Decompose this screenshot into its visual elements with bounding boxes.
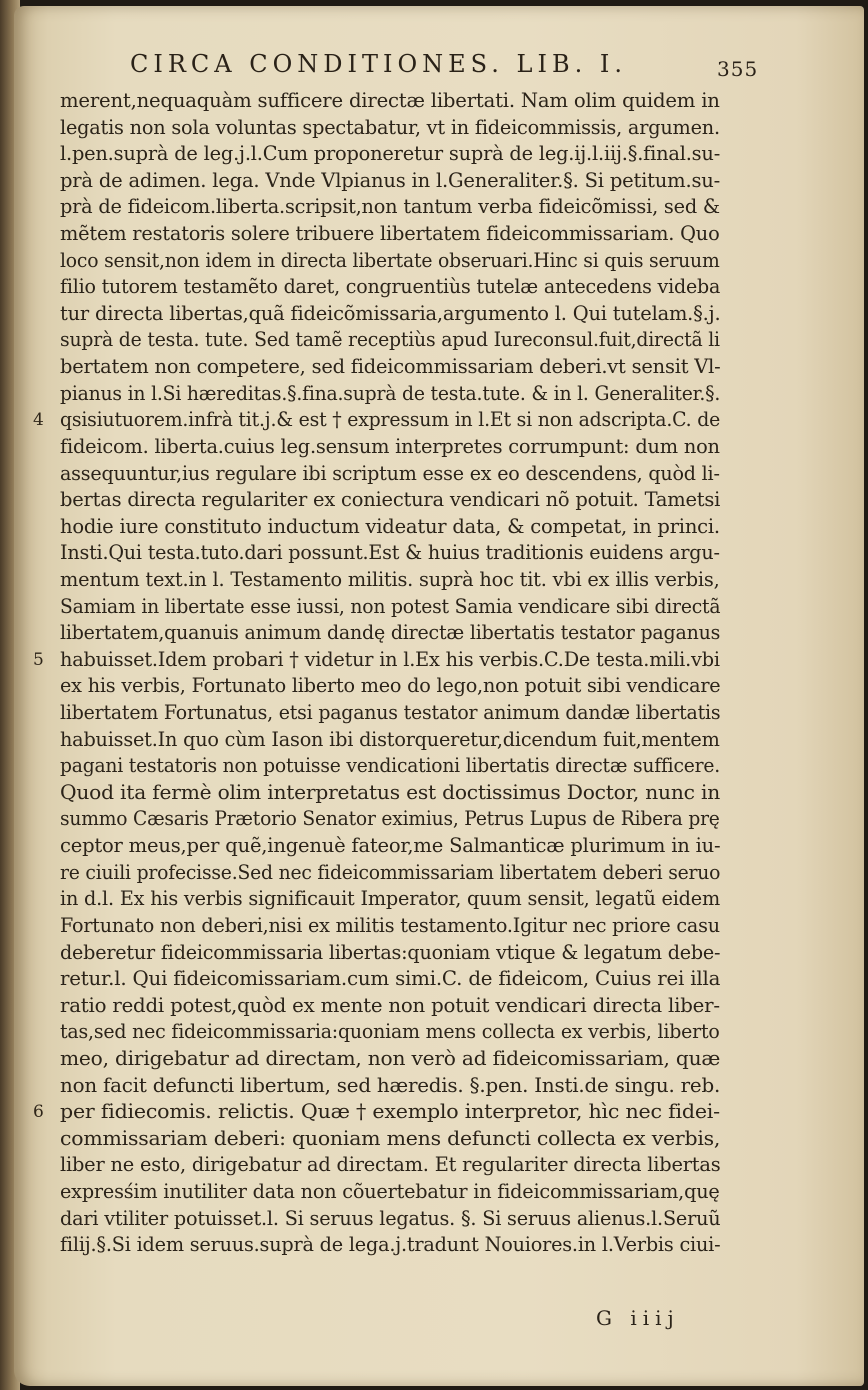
- line-text: mentum text.in l. Testamento militis. suprà hoc tit. vbi ex illis verbis,: [60, 567, 720, 591]
- line-text: ceptor meus,per quẽ,ingenuè fateor,me Salmanticæ plurimum in iu-: [60, 834, 721, 858]
- line-text: loco sensit,non idem in directa libertate obseruari.Hinc si quis seruum: [60, 248, 720, 272]
- text-line: [60, 620, 720, 647]
- text-line: [60, 274, 720, 301]
- text-line: [60, 88, 720, 115]
- line-text: bertas directa regulariter ex coniectura vendicari nõ potuit. Tametsi: [60, 488, 721, 512]
- margin-number: 6: [33, 1102, 44, 1123]
- line-text: habuisset.Idem probari † videtur in l.Ex his verbis.C.De testa.mili.vbi: [60, 647, 720, 671]
- text-line: [60, 1046, 720, 1073]
- text-line: [60, 221, 720, 248]
- text-line: [60, 1206, 720, 1233]
- margin-number: 4: [33, 410, 44, 431]
- text-line: [60, 1152, 720, 1179]
- text-line: [60, 540, 720, 567]
- line-text: hodie iure constituto inductum videatur data, & competat, in princi.: [60, 514, 720, 538]
- text-line: [60, 168, 720, 195]
- line-text: tas,sed nec fideicommissaria:quoniam mens collecta ex verbis, liberto: [60, 1020, 720, 1044]
- text-line: [33, 407, 721, 434]
- line-text: in d.l. Ex his verbis significauit Imperator, quum sensit, legatũ eidem: [60, 887, 720, 911]
- page-number: 355: [717, 57, 759, 81]
- line-text: meo, dirigebatur ad directam, non verò ad fideicomissariam, quæ: [60, 1046, 721, 1070]
- line-text: legatis non sola voluntas spectabatur, vt in fideicommissis, argumen.: [60, 115, 720, 139]
- text-line: [60, 381, 720, 408]
- text-line: [60, 966, 720, 993]
- line-text: fideicom. liberta.cuius leg.sensum interpretes corrumpunt: dum non: [60, 434, 720, 458]
- line-text: deberetur fideicommissaria libertas:quoniam vtique & legatum debe-: [60, 940, 721, 964]
- text-line: [60, 1019, 720, 1046]
- line-text: l.pen.suprà de leg.j.l.Cum proponeretur suprà de leg.ij.l.iij.§.final.su-: [60, 142, 721, 166]
- text-line: [60, 1232, 720, 1259]
- text-line: [33, 647, 720, 674]
- line-text: expresśim inutiliter data non cõuertebatur in fideicommissariam,quę: [60, 1179, 720, 1203]
- text-line: [60, 940, 720, 967]
- line-text: dari vtiliter potuisset.l. Si seruus legatus. §. Si seruus alienus.l.Seruũ: [60, 1206, 721, 1230]
- line-text: Insti.Qui testa.tuto.dari possunt.Est & huius traditionis euidens argu-: [60, 541, 720, 565]
- text-line: [60, 115, 720, 142]
- line-text: libertatem Fortunatus, etsi paganus testator animum dandæ libertatis: [60, 701, 721, 725]
- text-line: [60, 753, 720, 780]
- text-line: [60, 673, 720, 700]
- line-text: Samiam in libertate esse iussi, non potest Samia vendicare sibi directã: [60, 594, 721, 618]
- line-text: pianus in l.Si hæreditas.§.fina.suprà de testa.tute. & in l. Generaliter.§.: [60, 381, 721, 405]
- text-line: [60, 434, 720, 461]
- text-line: [60, 1179, 720, 1206]
- text-line: [33, 1099, 720, 1126]
- text-line: [60, 354, 720, 381]
- line-text: libertatem,quanuis animum dandę directæ libertatis testator paganus: [60, 621, 721, 645]
- text-line: [60, 301, 720, 328]
- line-text: tur directa libertas,quã fideicõmissaria,argumento l. Qui tutelam.§.j.: [60, 301, 721, 325]
- text-line: [60, 780, 720, 807]
- line-text: mẽtem restatoris solere tribuere libertatem fideicommissariam. Quo: [60, 222, 720, 246]
- text-line: [60, 567, 720, 594]
- text-line: [60, 886, 720, 913]
- text-line: [60, 993, 720, 1020]
- line-text: ratio reddi potest,quòd ex mente non potuit vendicari directa liber-: [60, 993, 720, 1017]
- text-line: [60, 514, 720, 541]
- text-line: [60, 194, 720, 221]
- text-line: [60, 1126, 720, 1153]
- line-text: pagani testatoris non potuisse vendicationi libertatis directæ sufficere.: [60, 754, 720, 778]
- line-text: prà de adimen. lega. Vnde Vlpianus in l.Generaliter.§. Si petitum.su-: [60, 168, 721, 192]
- line-text: qsisiutuorem.infrà tit.j.& est † expressum in l.Et si non adscripta.C. de: [60, 408, 721, 432]
- text-line: [60, 1073, 720, 1100]
- line-text: re ciuili profecisse.Sed nec fideicommissariam libertatem deberi seruo: [60, 860, 721, 884]
- text-line: [60, 461, 720, 488]
- running-head: CIRCA CONDITIONES. LIB. I.: [130, 50, 627, 78]
- line-text: filio tutorem testamẽto daret, congruentiùs tutelæ antecedens videba: [60, 275, 721, 299]
- text-line: [60, 833, 720, 860]
- line-text: retur.l. Qui fideicomissariam.cum simi.C. de fideicom, Cuius rei illa: [60, 967, 721, 991]
- text-line: [60, 860, 720, 887]
- text-line: [60, 487, 720, 514]
- text-line: [60, 700, 720, 727]
- line-text: Fortunato non deberi,nisi ex militis testamento.Igitur nec priore casu: [60, 913, 720, 937]
- line-text: habuisset.In quo cùm Iason ibi distorqueretur,dicendum fuit,mentem: [60, 727, 720, 751]
- line-text: bertatem non competere, sed fideicommissariam deberi.vt sensit Vl-: [60, 355, 721, 379]
- text-line: [60, 141, 720, 168]
- line-text: liber ne esto, dirigebatur ad directam. Et regulariter directa libertas: [60, 1153, 721, 1177]
- line-text: assequuntur,ius regulare ibi scriptum esse ex eo descendens, quòd li-: [60, 461, 720, 485]
- text-line: [60, 727, 720, 754]
- line-text: ex his verbis, Fortunato liberto meo do lego,non potuit sibi vendicare: [60, 674, 721, 698]
- text-line: [60, 594, 720, 621]
- line-text: non facit defuncti libertum, sed hæredis. §.pen. Insti.de singu. reb.: [60, 1073, 721, 1097]
- line-text: per fidiecomis. relictis. Quæ † exemplo interpretor, hìc nec fidei-: [60, 1100, 720, 1124]
- text-line: [60, 327, 720, 354]
- body-text: [33, 88, 721, 1259]
- text-line: [60, 806, 720, 833]
- line-text: commissariam deberi: quoniam mens defuncti collecta ex verbis,: [60, 1126, 721, 1150]
- line-text: Quod ita fermè olim interpretatus est doctissimus Doctor, nunc in: [60, 780, 721, 804]
- text-line: [60, 248, 720, 275]
- line-text: merent,nequaquàm sufficere directæ libertati. Nam olim quidem in: [60, 89, 720, 112]
- line-text: summo Cæsaris Prætorio Senator eximius, Petrus Lupus de Ribera prę: [60, 807, 720, 831]
- margin-number: 5: [33, 649, 44, 670]
- line-text: prà de fideicom.liberta.scripsit,non tantum verba fideicõmissi, sed &: [60, 195, 720, 219]
- text-line: [60, 913, 720, 940]
- signature-mark: G iiij: [596, 1306, 680, 1330]
- line-text: suprà de testa. tute. Sed tamẽ receptiùs apud Iureconsul.fuit,directã li: [60, 328, 720, 352]
- line-text: filij.§.Si idem seruus.suprà de lega.j.tradunt Nouiores.in l.Verbis ciui-: [60, 1233, 721, 1257]
